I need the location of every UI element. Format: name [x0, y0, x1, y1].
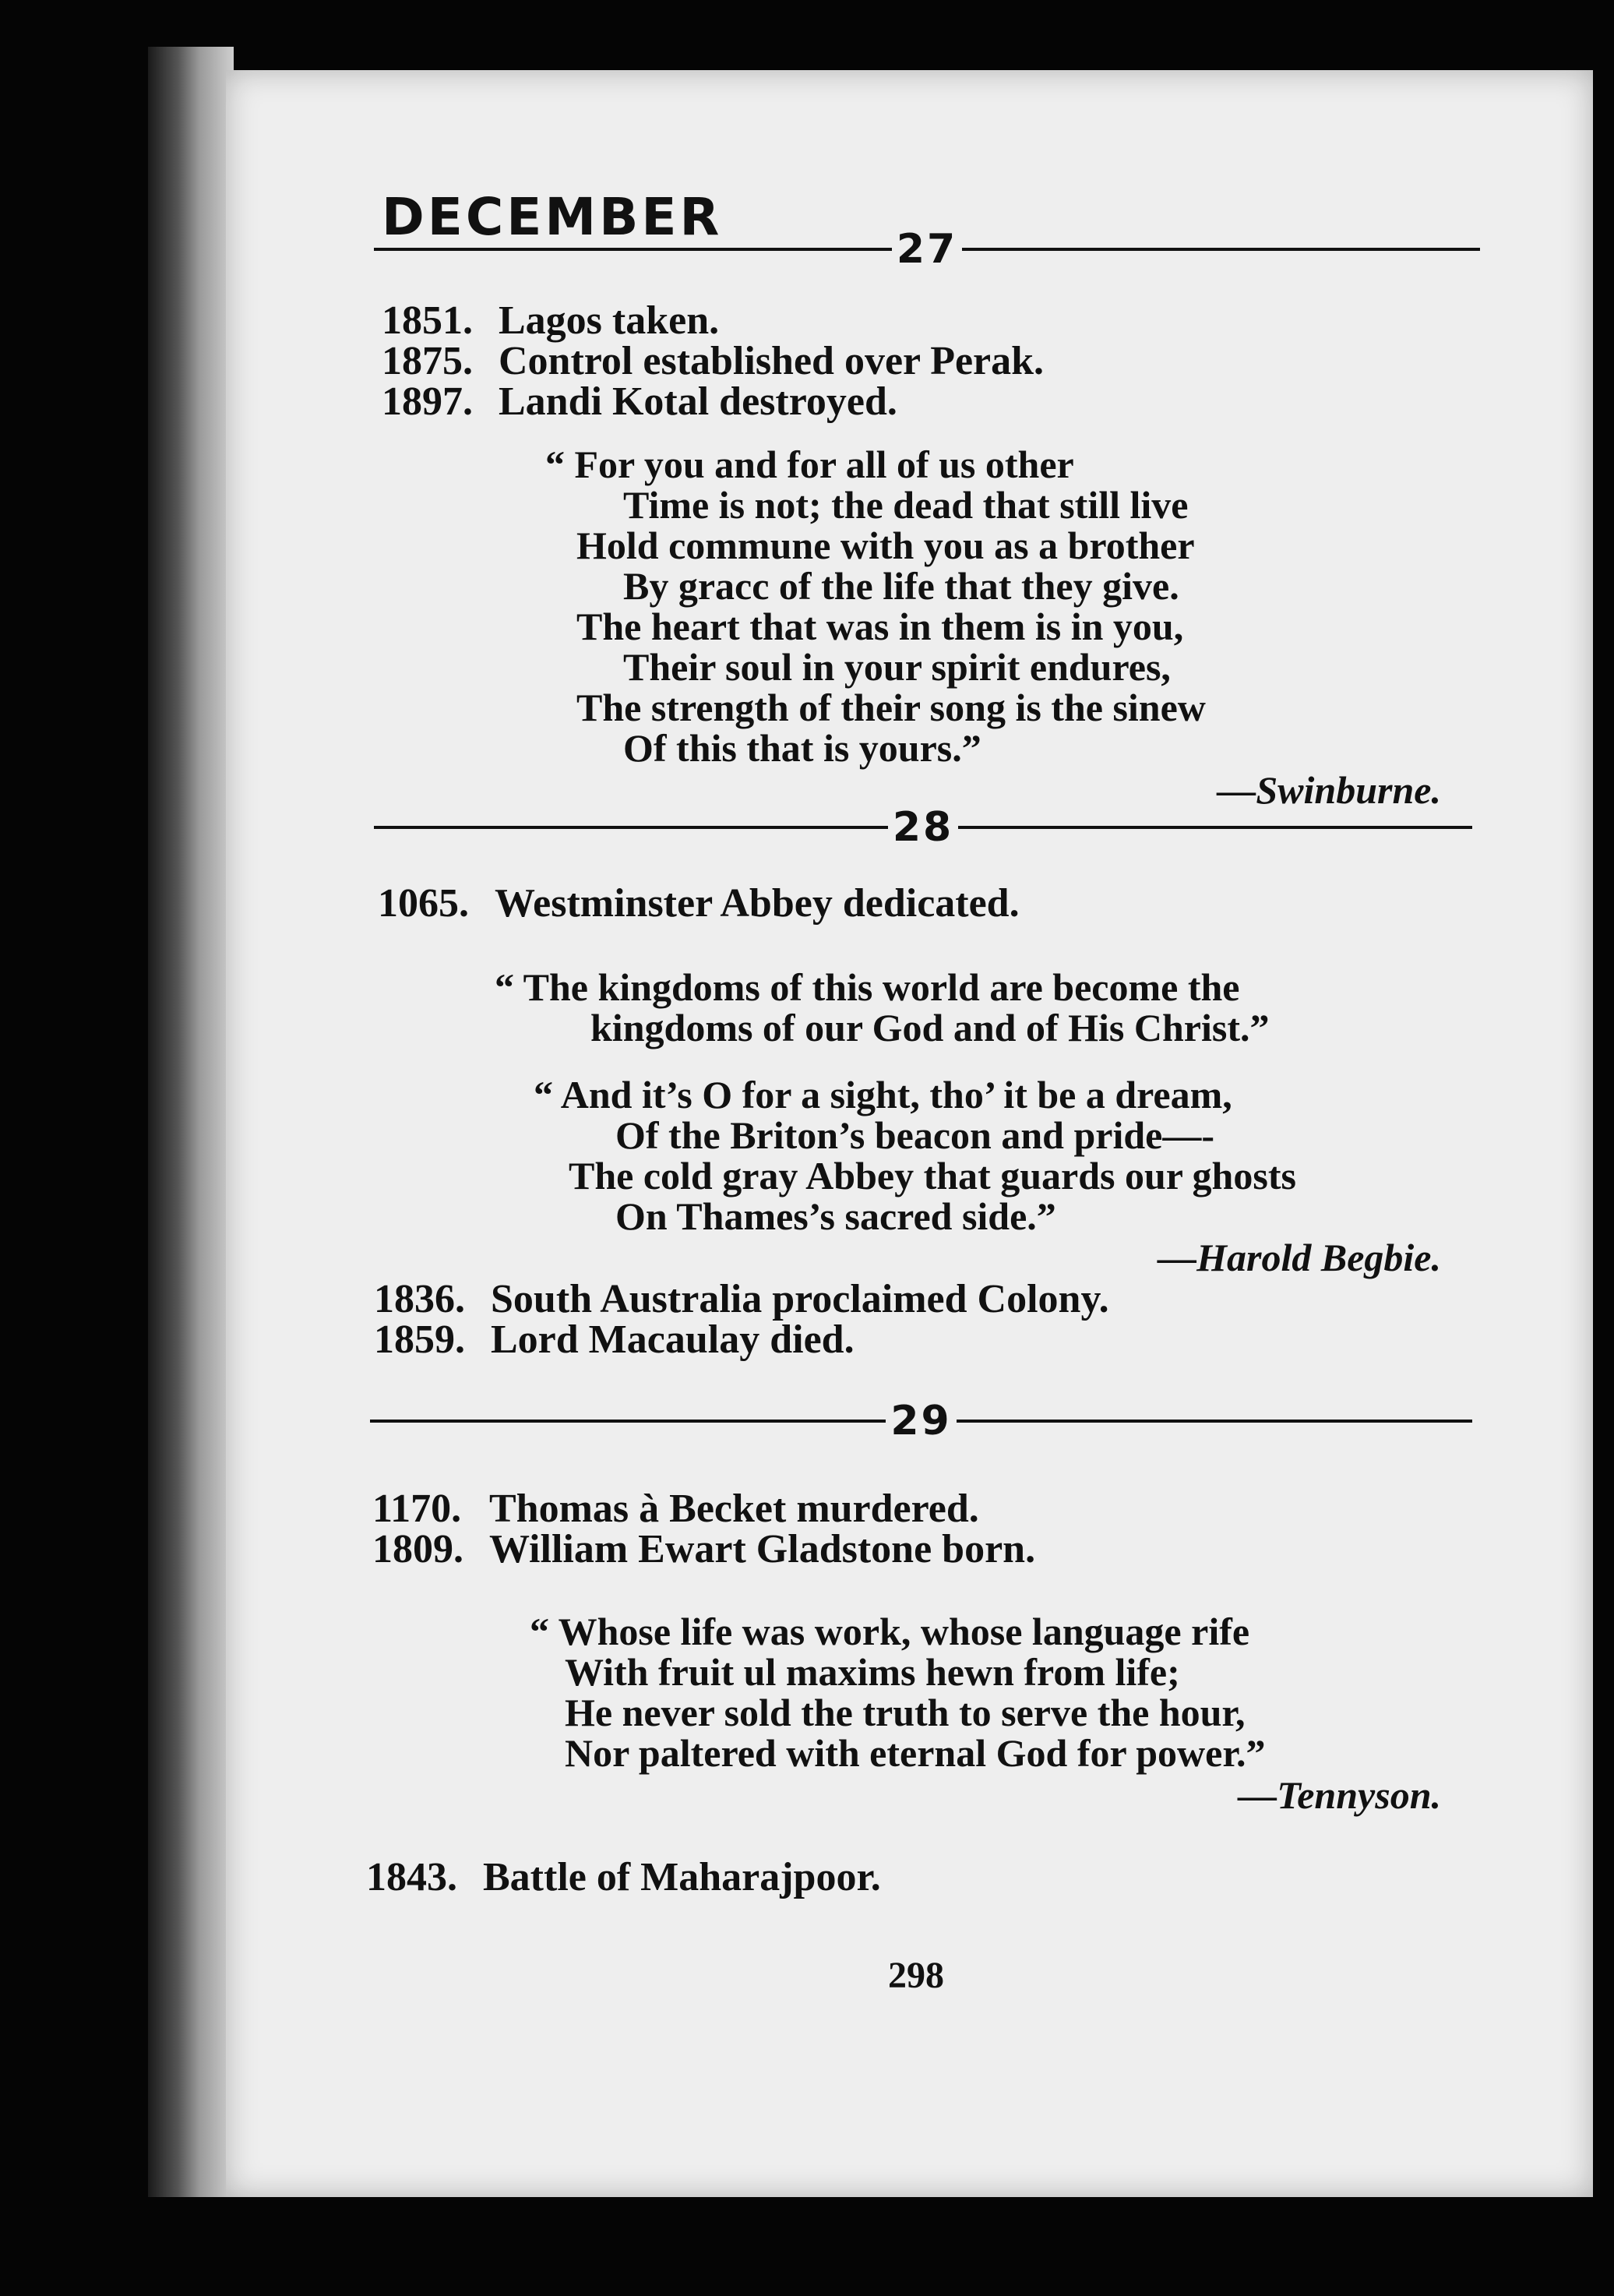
event-entry [374, 1317, 855, 1363]
quote-line: The cold gray Abbey that guards our ghosts [569, 1154, 1296, 1197]
event-entry [366, 1854, 881, 1900]
quote-line: “ Whose life was work, whose language rife [530, 1610, 1250, 1653]
day-29-divider [370, 1398, 1472, 1444]
event-entry [374, 1276, 1109, 1322]
event-year: 1065. [378, 881, 469, 926]
event-text: Westminster Abbey dedicated. [495, 881, 1020, 926]
event-text: Battle of Maharajpoor. [483, 1855, 881, 1899]
day-number: 29 [890, 1398, 952, 1444]
quote-line: By gracc of the life that they give. [623, 564, 1179, 608]
day-27-divider [374, 226, 1480, 273]
quote-line: “ The kingdoms of this world are become the [495, 965, 1240, 1009]
event-entry [382, 338, 1044, 384]
day-number: 28 [892, 804, 954, 851]
quote-line: Of the Briton’s beacon and pride—- [615, 1113, 1214, 1157]
event-year: 1843. [366, 1855, 457, 1899]
quote-line: Hold commune with you as a brother [576, 524, 1195, 567]
quote-line: The strength of their song is the sinew [576, 686, 1206, 729]
event-text: Control established over Perak. [499, 339, 1045, 383]
event-text: William Ewart Gladstone born. [489, 1527, 1036, 1571]
event-year: 1170. [372, 1487, 462, 1531]
event-year: 1836. [374, 1277, 465, 1321]
event-text: South Australia proclaimed Colony. [491, 1277, 1109, 1321]
event-year: 1897. [382, 379, 473, 424]
event-text: Landi Kotal destroyed. [499, 379, 897, 424]
event-year: 1859. [374, 1317, 465, 1362]
quote-line: “ For you and for all of us other [545, 443, 1074, 486]
quote-line: Their soul in your spirit endures, [623, 645, 1171, 689]
event-entry [378, 880, 1020, 926]
quote-attribution: —Harold Begbie. [1158, 1236, 1441, 1279]
event-entry [382, 298, 719, 344]
event-year: 1875. [382, 339, 473, 383]
quote-attribution: —Tennyson. [1238, 1773, 1441, 1817]
book-binding-edge [148, 47, 234, 2197]
event-entry [382, 379, 897, 425]
quote-line: He never sold the truth to serve the hour, [565, 1691, 1246, 1734]
event-text: Thomas à Becket murdered. [489, 1487, 979, 1531]
page-number: 298 [888, 1955, 944, 1996]
book-page [226, 70, 1593, 2197]
quote-line: kingdoms of our God and of His Christ.” [590, 1006, 1270, 1049]
month-heading: DECEMBER [382, 187, 723, 247]
quote-line: The heart that was in them is in you, [576, 605, 1184, 648]
day-number: 27 [896, 226, 958, 273]
event-text: Lord Macaulay died. [491, 1317, 855, 1362]
event-text: Lagos taken. [499, 298, 720, 343]
quote-line: With fruit ul maxims hewn from life; [565, 1650, 1180, 1694]
quote-line: On Thames’s sacred side.” [615, 1194, 1056, 1238]
event-year: 1809. [372, 1527, 463, 1571]
event-year: 1851. [382, 298, 473, 343]
quote-line: Time is not; the dead that still live [623, 483, 1189, 527]
day-28-divider [374, 804, 1472, 851]
quote-line: Nor paltered with eternal God for power.” [565, 1731, 1266, 1775]
event-entry [372, 1486, 979, 1532]
quote-line: “ And it’s O for a sight, tho’ it be a dream, [534, 1073, 1232, 1116]
quote-line: Of this that is yours.” [623, 726, 981, 770]
quote-attribution: —Swinburne. [1217, 768, 1441, 812]
event-entry [372, 1526, 1035, 1572]
